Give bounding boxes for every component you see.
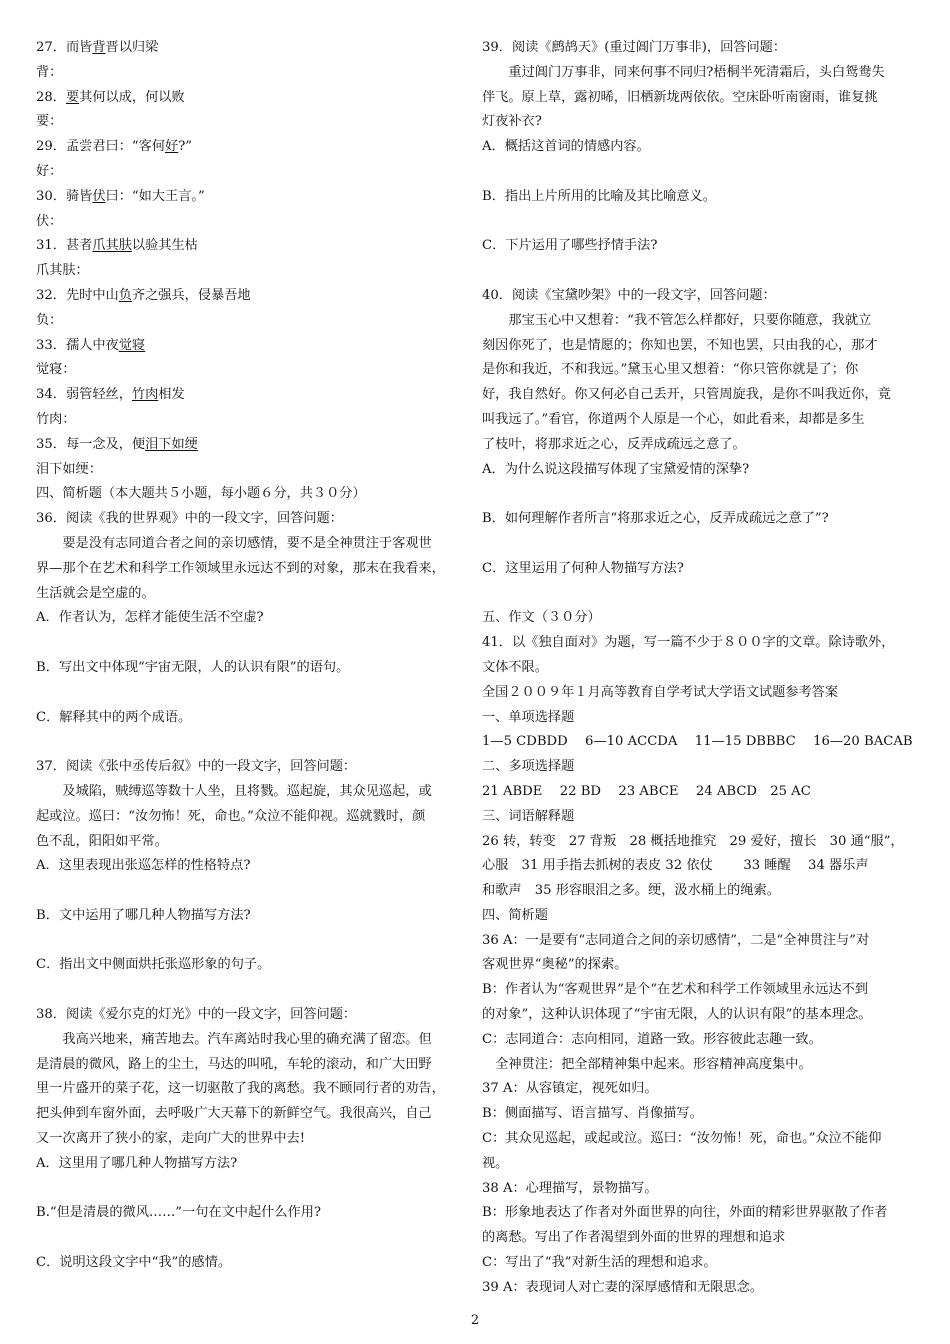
answer-space [482, 259, 920, 284]
text-line [36, 854, 474, 879]
left-column [36, 36, 474, 1276]
text-segment: B.“但是清晨的微风……”一句在文中起什么作用? [36, 1205, 321, 1221]
text-segment: C．说明这段文字中“我”的感情。 [36, 1255, 232, 1271]
text-line [36, 86, 474, 111]
text-line [36, 383, 474, 408]
text-segment: 38 A：心理描写，景物描写。 [482, 1180, 658, 1196]
text-segment: A．概括这首词的情感内容。 [482, 139, 650, 155]
text-segment: 重过阊门万事非，同来何事不同归?梧桐半死清霜后，头白鸳鸯失 [508, 64, 885, 80]
text-segment: 32．先时中山 [36, 287, 119, 303]
text-line [36, 1251, 474, 1276]
text-line [482, 780, 920, 805]
text-line [482, 284, 920, 309]
text-segment: 是清晨的微风，路上的尘土，马达的叫吼，车轮的滚动，和广大田野 [36, 1056, 432, 1072]
text-line [36, 656, 474, 681]
text-segment: 泪下如绠： [36, 461, 102, 477]
text-segment: 竹肉： [36, 411, 76, 427]
text-segment: 好： [36, 163, 63, 179]
text-segment: 又一次离开了狭小的家，走向广大的世界中去! [36, 1131, 306, 1147]
text-line [36, 61, 474, 86]
answer-space [36, 1177, 474, 1202]
text-segment: 的离愁。写出了作者渴望到外面的世界的理想和追求 [482, 1230, 786, 1246]
text-line [36, 582, 474, 607]
text-segment: 一、单项选择题 [482, 709, 575, 725]
text-line [482, 755, 920, 780]
text-segment: 客观世界“奥秘”的探索。 [482, 957, 628, 973]
text-segment: 视。 [482, 1155, 509, 1171]
text-segment: 和歌声 35 形容眼泪之多。绠，汲水桶上的绳索。 [482, 883, 780, 899]
text-segment: C．指出文中侧面烘托张巡形象的句子。 [36, 957, 271, 973]
text-line [482, 234, 920, 259]
text-line [36, 953, 474, 978]
text-line [36, 408, 474, 433]
text-segment: 36．阅读《我的世界观》中的一段文字，回答问题： [36, 511, 343, 527]
text-segment: ?” [178, 139, 193, 155]
text-line [482, 110, 920, 135]
text-line [482, 730, 920, 755]
text-line [36, 830, 474, 855]
text-line [36, 160, 474, 185]
text-segment: 二、多项选择题 [482, 759, 575, 775]
text-segment: 全国２００９年１月高等教育自学考试大学语文试题参考答案 [482, 684, 839, 700]
text-segment: 负： [36, 312, 63, 328]
answer-space [36, 879, 474, 904]
text-segment: 以验其生枯 [131, 238, 198, 254]
text-line [36, 706, 474, 731]
text-line [36, 1077, 474, 1102]
text-segment: 的对象”，这种认识体现了“宇宙无限，人的认识有限”的基本理念。 [482, 1007, 872, 1023]
text-line [482, 978, 920, 1003]
text-segment: 1—5 CDBDD 6—10 ACCDA 11—15 DBBBC 16—20 BACAB [482, 734, 913, 750]
text-segment: 五、作文（３０分） [482, 610, 601, 626]
text-segment: 要： [36, 114, 63, 130]
text-segment: 伴飞。原上草，露初晞，旧栖新垅两依依。空床卧听南窗雨，谁复挑 [482, 89, 878, 105]
text-segment: B．写出文中体现“宇宙无限，人的认识有限”的语句。 [36, 659, 350, 675]
page-number: 2 [470, 1313, 480, 1328]
text-segment: 生活就会是空虚的。 [36, 585, 155, 601]
text-line [482, 656, 920, 681]
text-line [482, 86, 920, 111]
text-line [482, 185, 920, 210]
text-segment: 相发 [158, 387, 185, 403]
text-segment: 28． [36, 89, 66, 105]
text-line [36, 1152, 474, 1177]
answer-space [482, 160, 920, 185]
text-segment: 31．甚者 [36, 238, 93, 254]
text-segment: A．这里表现出张巡怎样的性格特点? [36, 858, 251, 874]
text-segment: 26 转，转变 27 背叛 28 概括地推究 29 爱好，擅长 30 通“服”， [482, 833, 904, 849]
text-line [482, 334, 920, 359]
text-line [482, 309, 920, 334]
text-segment: 我高兴地来，痛苦地去。汽车离站时我心里的确充满了留恋。但 [62, 1031, 432, 1047]
text-line [482, 805, 920, 830]
text-segment: 觉寝： [36, 362, 76, 378]
text-segment: 刻因你死了，也是情愿的；你知也罢，不知也罢，只由我的心，那才 [482, 337, 878, 353]
text-line [482, 433, 920, 458]
text-segment: B．如何理解作者所言“将那求近之心，反弄成疏远之意了”? [482, 511, 829, 527]
text-segment: 全神贯注：把全部精神集中起来。形容精神高度集中。 [495, 1056, 812, 1072]
text-line [36, 805, 474, 830]
text-line [482, 1276, 920, 1301]
underlined-term: 伏 [92, 188, 106, 204]
text-segment: C：志同道合：志向相同，道路一致。形容彼此志趣一致。 [482, 1031, 822, 1047]
text-line [482, 854, 920, 879]
underlined-term: 觉寝 [118, 337, 146, 353]
text-segment: C．这里运用了何种人物描写方法? [482, 560, 684, 576]
text-line [482, 681, 920, 706]
text-line [482, 458, 920, 483]
text-line [482, 1077, 920, 1102]
answer-space [36, 730, 474, 755]
text-segment: 四、简析题（本大题共５小题，每小题６分，共３０分） [36, 486, 366, 502]
text-line [36, 482, 474, 507]
text-line [36, 606, 474, 631]
answer-space [36, 681, 474, 706]
text-segment: 齐之强兵，侵暴吾地 [131, 287, 251, 303]
text-segment: B．文中运用了哪几种人物描写方法? [36, 907, 251, 923]
text-line [482, 631, 920, 656]
text-line [482, 1127, 920, 1152]
text-line [482, 830, 920, 855]
text-segment: 30．骑皆 [36, 188, 93, 204]
text-line [482, 904, 920, 929]
text-segment: 起或泣。巡曰：“汝勿怖！死，命也。”众泣不能仰视。巡就戮时，颜 [36, 808, 426, 824]
text-line [482, 408, 920, 433]
text-line [36, 1003, 474, 1028]
underlined-term: 要 [65, 89, 80, 105]
text-segment: 39 A：表现词人对亡妻的深厚感情和无限思念。 [482, 1279, 764, 1295]
text-line [36, 358, 474, 383]
text-segment: 21 ABDE 22 BD 23 ABCE 24 ABCD 25 AC [482, 783, 811, 799]
text-line [482, 36, 920, 61]
text-line [482, 1152, 920, 1177]
text-segment: 晋以归梁 [105, 40, 159, 55]
answer-space [482, 210, 920, 235]
text-segment: 34．弱管轻丝， [36, 387, 132, 403]
text-segment: 27．而皆 [36, 40, 93, 55]
answer-space [36, 631, 474, 656]
text-segment: A．为什么说这段描写体现了宝黛爱情的深挚? [482, 461, 750, 477]
text-segment: 39．阅读《鹧鸪天》(重过阊门万事非)，回答问题： [482, 40, 787, 55]
text-segment: 40．阅读《宝黛吵架》中的一段文字，回答问题： [482, 287, 776, 303]
right-column [482, 36, 920, 1301]
text-segment: A．作者认为，怎样才能使生活不空虚? [36, 610, 264, 626]
text-segment: 要是没有志同道合者之间的亲切感情，要不是全神贯注于客观世 [62, 535, 432, 551]
text-segment: B：侧面描写、语言描写、肖像描写。 [482, 1106, 703, 1122]
text-segment: 了枝叶，将那求近之心，反弄成疏远之意了。 [482, 436, 746, 452]
text-segment: C．下片运用了哪些抒情手法? [482, 238, 658, 254]
text-segment: 41．以《独自面对》为题，写一篇不少于８００字的文章。除诗歌外， [482, 635, 895, 651]
text-segment: A．这里用了哪几种人物描写方法? [36, 1155, 238, 1171]
text-segment: 心服 31 用手指去抓树的表皮 32 依仗 33 睡醒 34 器乐声 [482, 858, 869, 874]
text-segment: 37．阅读《张中丞传后叙》中的一段文字，回答问题： [36, 759, 357, 775]
text-line [482, 929, 920, 954]
text-segment: 36 A：一是要有“志同道合之间的亲切感情”，二是“全神贯注与”对 [482, 932, 870, 948]
text-line [36, 1028, 474, 1053]
text-segment: 背： [36, 64, 63, 80]
text-line [482, 1226, 920, 1251]
text-segment: C．解释其中的两个成语。 [36, 709, 192, 725]
text-line [36, 904, 474, 929]
text-line [482, 1201, 920, 1226]
text-line [36, 135, 474, 160]
text-line [482, 1003, 920, 1028]
text-line [36, 36, 474, 61]
text-line [36, 185, 474, 210]
underlined-term: 竹肉 [131, 387, 159, 403]
answer-space [482, 482, 920, 507]
text-segment: 是你和我近，不和我远。”黛玉心里又想着：“你只管你就是了；你 [482, 362, 859, 378]
text-line [36, 1102, 474, 1127]
answer-space [482, 582, 920, 607]
text-line [482, 1177, 920, 1202]
text-segment: 33．孺人中夜 [36, 337, 119, 353]
text-line [482, 358, 920, 383]
text-line [36, 532, 474, 557]
text-line [482, 383, 920, 408]
answer-space [36, 929, 474, 954]
text-line [36, 334, 474, 359]
underlined-term: 泪下如绠 [145, 436, 198, 452]
text-line [482, 606, 920, 631]
text-segment: 色不乱，阳阳如平常。 [36, 833, 168, 849]
text-line [36, 433, 474, 458]
text-line [36, 458, 474, 483]
text-line [36, 259, 474, 284]
text-line [36, 1053, 474, 1078]
text-line [482, 953, 920, 978]
text-line [482, 61, 920, 86]
text-segment: 叫我远了。”看官，你道两个人原是一个心，如此看来，却都是多生 [482, 411, 865, 427]
text-line [36, 507, 474, 532]
answer-space [36, 978, 474, 1003]
text-line [482, 557, 920, 582]
underlined-term: 爪其肤 [92, 238, 132, 254]
text-line [482, 706, 920, 731]
text-line [482, 1102, 920, 1127]
text-line [36, 309, 474, 334]
text-segment: 爪其肤： [36, 263, 89, 279]
text-segment: C：其众见巡起，或起或泣。巡曰：“汝勿怖！死，命也。”众泣不能仰 [482, 1131, 882, 1147]
text-line [482, 1251, 920, 1276]
text-segment: 三、词语解释题 [482, 808, 575, 824]
text-line [482, 507, 920, 532]
text-line [36, 780, 474, 805]
text-line [36, 210, 474, 235]
text-line [36, 755, 474, 780]
text-segment: 好，我自然好。你又何必自己丢开，只管周旋我，是你不叫我近你，竟 [482, 387, 891, 403]
text-line [36, 284, 474, 309]
underlined-term: 负 [118, 287, 132, 303]
text-segment: 及城陷，贼缚巡等数十人坐，且将戮。巡起旋，其众见巡起，或 [62, 783, 432, 799]
text-segment: 伏： [36, 213, 63, 229]
text-segment: B：作者认为“客观世界”是个“在艺术和科学工作领域里永远达不到 [482, 982, 868, 998]
text-line [36, 1201, 474, 1226]
text-line [36, 234, 474, 259]
underlined-term: 背 [92, 40, 106, 55]
text-line [36, 557, 474, 582]
text-segment: C：写出了“我”对新生活的理想和追求。 [482, 1255, 717, 1271]
answer-space [482, 532, 920, 557]
text-segment: 界—那个在艺术和科学工作领域里永远达不到的对象，那末在我看来， [36, 560, 445, 576]
text-segment: 文体不限。 [482, 659, 548, 675]
text-line [36, 1127, 474, 1152]
text-line [36, 110, 474, 135]
text-segment: 把头伸到车窗外面，去呼吸广大天幕下的新鲜空气。我很高兴，自己 [36, 1106, 432, 1122]
text-line [482, 1028, 920, 1053]
underlined-term: 好 [165, 139, 179, 155]
text-line [482, 879, 920, 904]
text-line [482, 135, 920, 160]
answer-space [36, 1226, 474, 1251]
text-segment: 其何以成，何以败 [79, 89, 185, 105]
text-segment: 29．孟尝君曰：“客何 [36, 139, 166, 155]
text-segment: 37 A：从容镇定，视死如归。 [482, 1081, 658, 1097]
text-segment: 35．每一念及，便 [36, 436, 146, 452]
text-line [482, 1053, 920, 1078]
text-segment: 灯夜补衣? [482, 114, 542, 130]
text-segment: B．指出上片所用的比喻及其比喻意义。 [482, 188, 716, 204]
text-segment: 里一片盛开的菜子花，这一切驱散了我的离愁。我不顾同行者的劝告， [36, 1081, 445, 1097]
text-segment: B：形象地表达了作者对外面世界的向往，外面的精彩世界驱散了作者 [482, 1205, 888, 1221]
text-segment: 那宝玉心中又想着：“我不管怎么样都好，只要你随意，我就立 [508, 312, 872, 328]
text-segment: 四、简析题 [482, 907, 548, 923]
text-segment: 38．阅读《爱尔克的灯光》中的一段文字，回答问题： [36, 1007, 357, 1023]
text-segment: 曰：“如大王言。” [105, 188, 205, 204]
